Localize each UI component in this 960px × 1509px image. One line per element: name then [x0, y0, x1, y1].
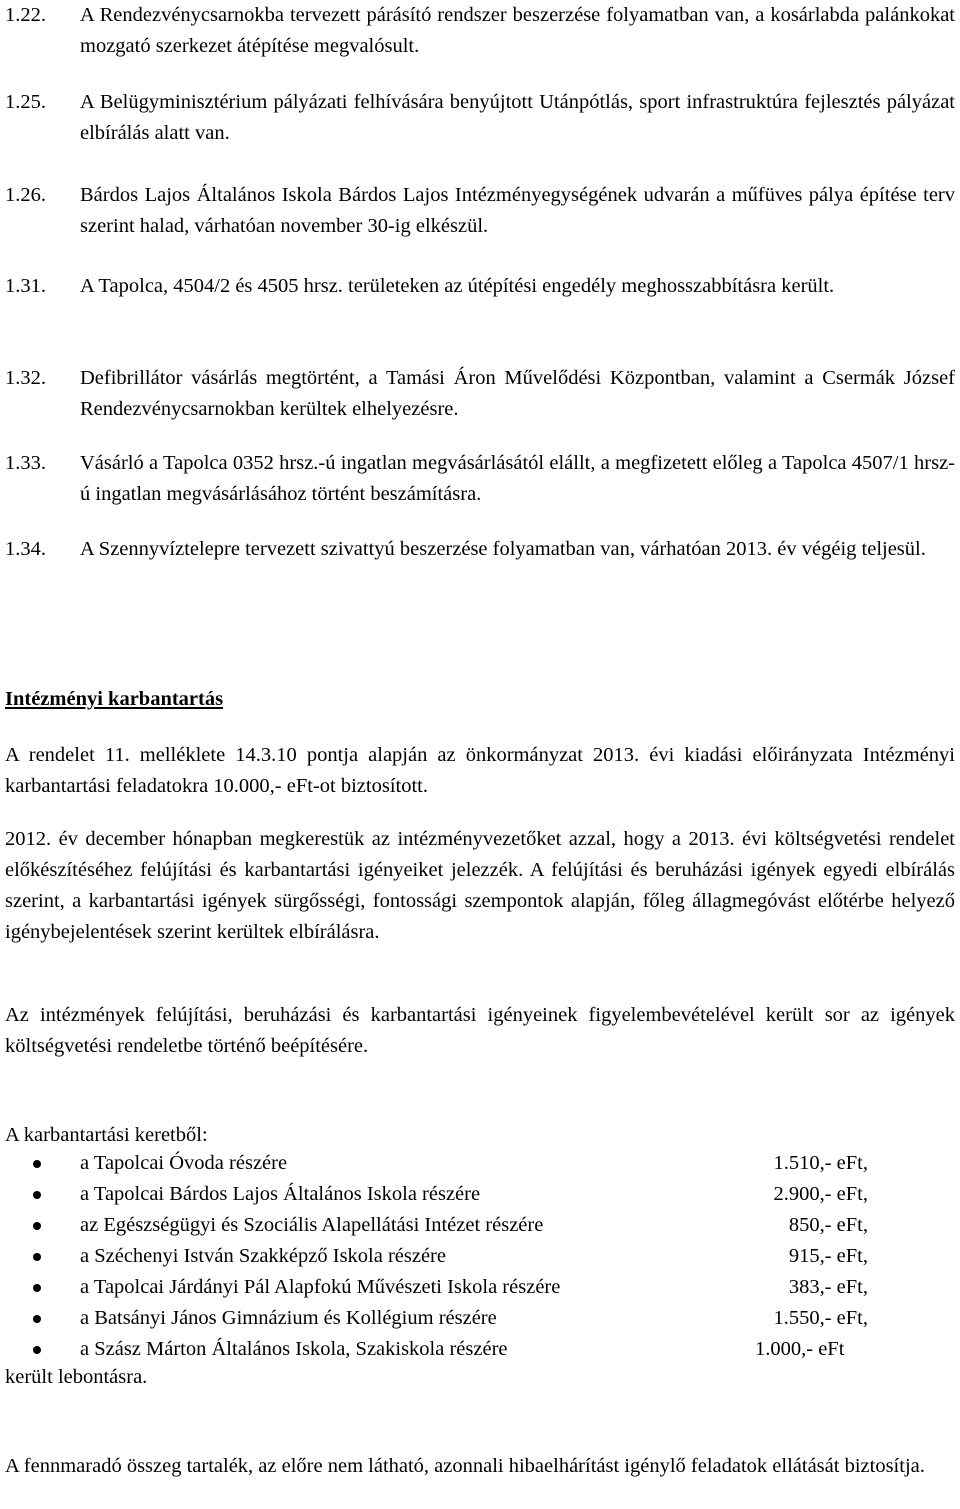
bullet-icon [33, 1284, 41, 1292]
item-text: A Belügyminisztérium pályázati felhívására benyújtott Utánpótlás, sport infrastruktúra fejlesztés pályázat elbírálás alatt van. [80, 91, 955, 144]
allocation-name: a Széchenyi István Szakképző Iskola részére [80, 1245, 446, 1267]
bullet-icon [33, 1346, 41, 1354]
numbered-item [5, 363, 955, 425]
item-text: Vásárló a Tapolca 0352 hrsz.-ú ingatlan megvásárlásától elállt, a megfizetett előleg a Tapolca 4507/1 hrsz-ú ingatlan megvásárlásához történt beszámításra. [80, 452, 955, 505]
list-item [5, 1241, 955, 1272]
numbered-item [5, 87, 955, 149]
allocation-name: az Egészségügyi és Szociális Alapellátási Intézet részére [80, 1214, 544, 1236]
paragraph-consideration: Az intézmények felújítási, beruházási és karbantartási igényeinek figyelembevételével került sor az igények költségvetési rendeletbe történő beépítésére. [5, 1004, 955, 1057]
list-item [5, 1303, 955, 1334]
item-text: Bárdos Lajos Általános Iskola Bárdos Lajos Intézményegységének udvarán a műfüves pálya építése terv szerint halad, várhatóan november 30-ig elkészül. [80, 184, 955, 237]
allocation-amount: 850,- eFt, [788, 1214, 868, 1236]
allocation-amount: 2.900,- eFt, [773, 1183, 868, 1205]
allocation-amount: 1.510,- eFt, [773, 1152, 868, 1174]
list-item [5, 1179, 955, 1210]
numbered-item [5, 0, 955, 62]
list-item [5, 1334, 955, 1365]
allocation-name: a Tapolcai Járdányi Pál Alapfokú Művészeti Iskola részére [80, 1276, 561, 1298]
allocation-amount: 915,- eFt, [788, 1245, 868, 1267]
item-number: 1.25. [5, 91, 46, 113]
list-item [5, 1272, 955, 1303]
item-number: 1.32. [5, 367, 46, 389]
item-text: Defibrillátor vásárlás megtörtént, a Tamási Áron Művelődési Központban, valamint a Csermák József Rendezvénycsarnokban kerültek elhelyezésre. [80, 367, 955, 420]
allocation-outro: került lebontásra. [5, 1366, 148, 1388]
item-number: 1.33. [5, 452, 46, 474]
allocation-amount: 1.000,- eFt [755, 1338, 845, 1360]
paragraph-requests: 2012. év december hónapban megkerestük az intézményvezetőket azzal, hogy a 2013. évi költségvetési rendelet előkészítéséhez felújítási és karbantartási igényeiket jelezzék. A felújítási és beruházási igények egyedi elbírálás szerint, a karbantartási igények sürgősségi, fontossági szempontok alapján, főleg állagmegóvást előtérbe helyező igénybejelentések szerint kerültek elbírálásra. [5, 828, 955, 943]
allocation-amount: 383,- eFt, [788, 1276, 868, 1298]
allocation-name: a Szász Márton Általános Iskola, Szakiskola részére [80, 1338, 508, 1360]
bullet-icon [33, 1253, 41, 1261]
paragraph-reserve: A fennmaradó összeg tartalék, az előre nem látható, azonnali hibaelhárítást igénylő feladatok ellátását biztosítja. [5, 1455, 925, 1477]
bullet-icon [33, 1315, 41, 1323]
allocation-amount: 1.550,- eFt, [773, 1307, 868, 1329]
item-number: 1.34. [5, 538, 46, 560]
section-heading: Intézményi karbantartás [5, 688, 224, 710]
allocation-name: a Batsányi János Gimnázium és Kollégium részére [80, 1307, 497, 1329]
numbered-item [5, 448, 955, 510]
allocation-name: a Tapolcai Óvoda részére [80, 1152, 288, 1174]
paragraph-budget: A rendelet 11. melléklete 14.3.10 pontja alapján az önkormányzat 2013. évi kiadási előirányzata Intézményi karbantartási feladatokra 10.000,- eFt-ot biztosított. [5, 744, 955, 797]
bullet-icon [33, 1222, 41, 1230]
list-item [5, 1148, 955, 1179]
numbered-item [5, 271, 955, 302]
numbered-item [5, 180, 955, 242]
bullet-icon [33, 1160, 41, 1168]
allocation-name: a Tapolcai Bárdos Lajos Általános Iskola részére [80, 1183, 481, 1205]
item-number: 1.26. [5, 184, 46, 206]
item-number: 1.31. [5, 275, 46, 297]
allocation-intro: A karbantartási keretből: [5, 1124, 208, 1146]
allocation-list [5, 1148, 955, 1365]
numbered-item [5, 534, 955, 565]
item-text: A Tapolca, 4504/2 és 4505 hrsz. területeken az útépítési engedély meghosszabbításra került. [80, 275, 835, 297]
item-number: 1.22. [5, 4, 46, 26]
bullet-icon [33, 1191, 41, 1199]
item-text: A Szennyvíztelepre tervezett szivattyú beszerzése folyamatban van, várhatóan 2013. év végéig teljesül. [80, 538, 926, 560]
list-item [5, 1210, 955, 1241]
item-text: A Rendezvénycsarnokba tervezett párásító rendszer beszerzése folyamatban van, a kosárlabda palánkokat mozgató szerkezet átépítése megvalósult. [80, 4, 955, 57]
